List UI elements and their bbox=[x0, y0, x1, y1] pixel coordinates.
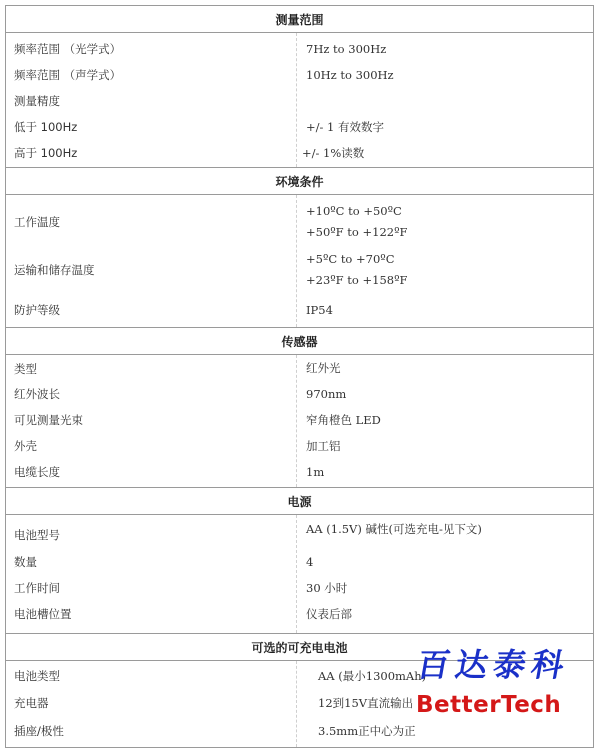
spec-value: 仪表后部 bbox=[306, 606, 352, 621]
spec-row bbox=[6, 62, 593, 88]
spec-label: 外壳 bbox=[14, 439, 37, 453]
spec-label: 插座/极性 bbox=[14, 724, 64, 738]
spec-label: 红外波长 bbox=[14, 387, 60, 401]
spec-row bbox=[6, 245, 593, 295]
spec-row bbox=[6, 433, 593, 459]
spec-value: 970nm bbox=[306, 386, 347, 401]
spec-label: 电池槽位置 bbox=[14, 607, 72, 621]
spec-label: 频率范围 （光学式） bbox=[14, 42, 122, 56]
spec-value: +/- 1 有效数字 bbox=[306, 119, 385, 134]
section-body-environment bbox=[6, 195, 593, 328]
spec-value: 10Hz to 300Hz bbox=[306, 67, 394, 82]
spec-value: IP54 bbox=[306, 302, 333, 317]
section-body-rechargeable bbox=[6, 661, 593, 747]
section-header-rechargeable: 可选的可充电电池 bbox=[6, 634, 593, 661]
spec-row bbox=[6, 381, 593, 407]
spec-value: 3.5mm正中心为正 bbox=[318, 723, 416, 738]
spec-label: 高于 100Hz bbox=[14, 146, 78, 160]
spec-row bbox=[6, 140, 593, 166]
spec-row bbox=[6, 549, 593, 575]
spec-row bbox=[6, 717, 593, 745]
spec-label: 电池型号 bbox=[14, 528, 60, 542]
spec-row bbox=[6, 407, 593, 433]
spec-row bbox=[6, 519, 593, 549]
spec-row bbox=[6, 459, 593, 485]
spec-label: 低于 100Hz bbox=[14, 120, 78, 134]
section-header-sensor: 传感器 bbox=[6, 328, 593, 355]
spec-value: 4 bbox=[306, 554, 314, 569]
spec-row bbox=[6, 575, 593, 601]
spec-label: 测量精度 bbox=[14, 94, 60, 108]
spec-label: 运输和储存温度 bbox=[14, 263, 95, 277]
section-body-power bbox=[6, 515, 593, 634]
spec-value: AA (1.5V) 碱性(可选充电-见下文) bbox=[306, 522, 482, 536]
spec-row bbox=[6, 663, 593, 689]
spec-row bbox=[6, 88, 593, 114]
spec-value: +5ºC to +70ºC +23ºF to +158ºF bbox=[306, 252, 408, 287]
spec-value: 加工铝 bbox=[306, 438, 341, 453]
spec-value: AA (最小1300mAh) bbox=[318, 668, 427, 683]
spec-value: +10ºC to +50ºC +50ºF to +122ºF bbox=[306, 204, 408, 239]
spec-row bbox=[6, 601, 593, 627]
spec-label: 防护等级 bbox=[14, 303, 60, 317]
spec-label: 类型 bbox=[14, 361, 37, 376]
spec-value: 7Hz to 300Hz bbox=[306, 41, 387, 56]
section-header-measure-range: 测量范围 bbox=[6, 6, 593, 33]
logo-english-text: BetterTech bbox=[416, 692, 562, 718]
spec-value: 1m bbox=[306, 464, 325, 479]
section-header-environment: 环境条件 bbox=[6, 168, 593, 195]
spec-row bbox=[6, 295, 593, 325]
spec-value: 12到15V直流输出 bbox=[318, 695, 414, 710]
spec-row bbox=[6, 356, 593, 381]
spec-value: +/- 1%读数 bbox=[302, 145, 365, 160]
spec-value: 红外光 bbox=[306, 361, 341, 375]
spec-table bbox=[5, 5, 594, 748]
spec-value: 30 小时 bbox=[306, 580, 348, 595]
spec-row bbox=[6, 199, 593, 245]
section-body-measure-range bbox=[6, 33, 593, 168]
spec-label: 电池类型 bbox=[14, 669, 60, 683]
spec-label: 工作时间 bbox=[14, 581, 60, 595]
spec-row bbox=[6, 114, 593, 140]
spec-label: 电缆长度 bbox=[14, 465, 60, 479]
spec-label: 可见测量光束 bbox=[14, 413, 83, 427]
spec-row bbox=[6, 36, 593, 62]
section-body-sensor bbox=[6, 355, 593, 488]
spec-label: 数量 bbox=[14, 555, 37, 569]
spec-value: 窄角橙色 LED bbox=[306, 412, 381, 427]
spec-row bbox=[6, 689, 593, 717]
spec-label: 工作温度 bbox=[14, 215, 60, 229]
logo-chinese-text: 百达泰科 bbox=[414, 646, 574, 684]
spec-label: 充电器 bbox=[14, 696, 49, 710]
spec-label: 频率范围 （声学式） bbox=[14, 68, 122, 82]
section-header-power: 电源 bbox=[6, 488, 593, 515]
